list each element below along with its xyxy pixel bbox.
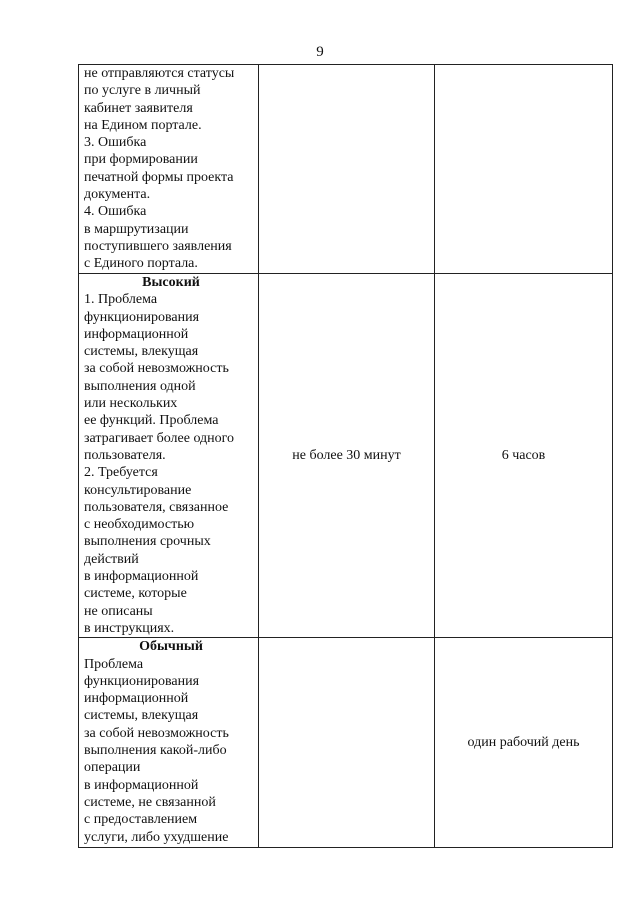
page-number: 9 <box>316 44 324 60</box>
incident-priority-table <box>78 64 613 848</box>
description-line: не описаны <box>84 603 153 619</box>
reaction-time-cell: не более 30 минут <box>259 274 435 638</box>
description-line: функционирования <box>84 309 200 325</box>
reaction-time-cell <box>259 65 435 274</box>
description-line: поступившего заявления <box>84 238 232 254</box>
description-line: по услуге в личный <box>84 83 201 99</box>
description-line: затрагивает более одного <box>84 430 235 446</box>
description-line: за собой невозможность <box>84 725 229 741</box>
table-row-continued <box>79 65 613 274</box>
description-line: выполнения срочных <box>84 534 211 550</box>
description-lines <box>84 291 258 637</box>
description-line: в информационной <box>84 569 199 585</box>
description-line: системе, не связанной <box>84 794 216 810</box>
description-line: операции <box>84 760 141 776</box>
resolution-time-cell <box>435 65 613 274</box>
description-line: информационной <box>84 326 189 342</box>
description-line: информационной <box>84 691 189 707</box>
description-line: пользователя. <box>84 447 166 463</box>
description-line: в информационной <box>84 777 199 793</box>
incident-description-cell <box>79 638 259 848</box>
description-line: с необходимостью <box>84 517 195 533</box>
description-line: функционирования <box>84 673 200 689</box>
description-line: 1. Проблема <box>84 292 158 308</box>
table-row-high-priority <box>79 274 613 638</box>
description-line: выполнения какой-либо <box>84 743 227 759</box>
description-line: в маршрутизации <box>84 221 189 237</box>
description-line: системе, которые <box>84 586 187 602</box>
description-lines <box>84 65 258 273</box>
resolution-time-cell: 6 часов <box>435 274 613 638</box>
priority-level-title: Высокий <box>142 275 200 290</box>
resolution-time-cell: один рабочий день <box>435 638 613 848</box>
description-line: пользователя, связанное <box>84 499 229 515</box>
description-line: услуги, либо ухудшение <box>84 829 229 845</box>
description-line: документа. <box>84 187 151 203</box>
description-line: или нескольких <box>84 396 178 412</box>
description-line: 2. Требуется <box>84 465 158 481</box>
description-line: действий <box>84 551 139 567</box>
description-line: в инструкциях. <box>84 620 175 636</box>
description-lines <box>84 656 258 846</box>
description-line: выполнения одной <box>84 378 196 394</box>
description-line: Проблема <box>84 656 144 672</box>
description-line: системы, влекущая <box>84 708 199 724</box>
description-line: с Единого портала. <box>84 256 198 272</box>
reaction-time-cell <box>259 638 435 848</box>
description-line: 3. Ошибка <box>84 135 147 151</box>
description-line: с предоставлением <box>84 812 198 828</box>
incident-description-cell <box>79 274 259 638</box>
description-line: не отправляются статусы <box>84 66 235 81</box>
description-line: 4. Ошибка <box>84 204 147 220</box>
description-line: на Едином портале. <box>84 117 202 133</box>
incident-description-cell <box>79 65 259 274</box>
description-line: за собой невозможность <box>84 361 229 377</box>
table-row-normal-priority <box>79 638 613 848</box>
description-line: кабинет заявителя <box>84 100 193 116</box>
description-line: печатной формы проекта <box>84 169 234 185</box>
description-line: системы, влекущая <box>84 344 199 360</box>
priority-level-title: Обычный <box>139 639 203 655</box>
description-line: консультирование <box>84 482 192 498</box>
description-line: ее функций. Проблема <box>84 413 219 429</box>
description-line: при формировании <box>84 152 198 168</box>
